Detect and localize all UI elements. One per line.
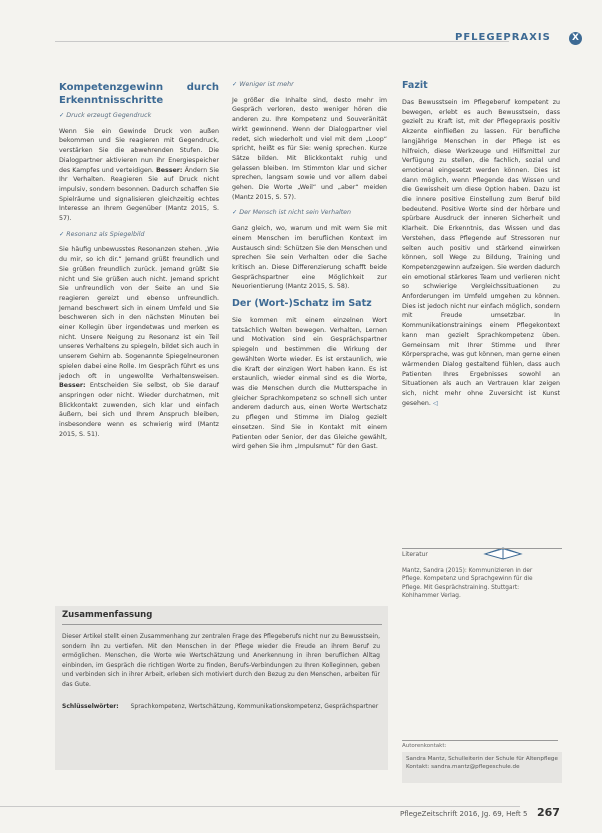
- tip-label: Druck erzeugt Gegendruck: [66, 112, 152, 119]
- literature-rule: [402, 548, 562, 549]
- author-name: Sandra Mantz, Schulleiterin der Schule für Altenpflege: [406, 756, 558, 762]
- keywords: [62, 702, 380, 712]
- summary-rule: [62, 624, 382, 625]
- author-contact: Kontakt: sandra.mantz@pflegeschule.de: [406, 763, 520, 770]
- literature-reference: Mantz, Sandra (2015): Kommunizieren in der Pflege. Kompetenz und Sprachgewinn für die Pflege. Mit Gesprächstraining. Stuttgart: Kohlhammer Verlag.: [402, 568, 533, 599]
- column-2: [232, 80, 387, 458]
- footer-rule: [0, 806, 520, 807]
- paragraph: [59, 245, 219, 439]
- paragraph: [402, 98, 560, 409]
- paragraph: [59, 127, 219, 224]
- summary-title: Zusammenfassung: [62, 610, 153, 620]
- page-number: 267: [537, 806, 560, 819]
- paragraph-text: Wenn Sie ein Gewinde Druck von außen bekommen und Sie reagieren mit Gegendruck, verstärken Sie die abwehrenden Stufen. Die Dialogpartner aktivieren nun ihr Energiespeicher des Kampfes und verteidigen.: [59, 127, 219, 174]
- author-label: Autorenkontakt:: [402, 743, 447, 749]
- summary-text: Dieser Artikel stellt einen Zusammenhang zur zentralen Frage des Pflegeberufs nicht nur zu Bewusstsein, sondern ihn zu vertiefen. Mit den Menschen in der Pflege wieder die Freude an ihrem Beruf zu ermöglichen. Menschen, die Worte wie Wertschätzung und Anerkennung in ihren beruflichen Alltag einbinden, im Gespräch die richtigen Worte zu finden, Berufs-Verbindungen zu Ihren Kolleginnen, geben und verbinden sich in ihrer Arbeit, erleben sich motiviert durch den Bezug zu den Menschen, arbeiten für das Gute.: [62, 633, 380, 688]
- heading-kompetenzgewinn: Kompetenzgewinn durch Erkenntnisschritte: [59, 82, 219, 106]
- checkmark-icon: ✓: [59, 230, 65, 238]
- checkmark-icon: ✓: [232, 209, 238, 217]
- journal-citation: PflegeZeitschrift 2016, Jg. 69, Heft 5: [400, 810, 528, 818]
- paragraph-text: Das Bewusstsein im Pflegeberuf kompetent zu bewegen, erlebt es auch Bewusstsein, dass gezielt zu Kraft ist, mit der Pflegepraxis positiv Akzente einfließen zu lassen. Für berufliche langjährige Menschen in der Pflege ist es hilfreich, diese Werkzeuge und Hilfsmittel zur Verfügung zu stellen, die fachlich, sozial und emotional eingesetzt werden können. Dies ist dann möglich, wenn Pflegende das Wissen und die Gewissheit um diese Option haben. Dazu ist die innere positive Einstellung zum Beruf bild bedeutend. Positive Worte sind der hörbare und spürbare Ausdruck der inneren Sicherheit und Klarheit. Die Erkenntnis, das Wissen und das Verstehen, dass Pflegende auf Stressoren nur selten auch positiv und stärkend einwirken können, soll Wege zu Bildung, Training und Kompetenzgewinn aufzeigen. Sie werden dadurch ein emotional stärkeres Team und verlieren nicht so schwierige Vergleichssituationen zu Anforderungen im Umfeld umgehen zu können. Dies ist jedoch nicht nur einfach möglich, sondern mit Freude umsetzbar. In Kommunikationstrainings einem Pflegekontext kann man gezielt Sprachkompetenz üben. Gemeinsam mit Ihrer Stimme und Ihrer Körpersprache, was gut können, man gerne einen wärmenden Dialog gestaltend fühlen, dass auch Patienten Ihres Ergebnisses sowohl an Situationen als auch an Vertrauen klar zeigen sich, nicht mehr ohne Zuversicht ist Kunst gesehen.: [402, 99, 560, 407]
- header-rule: [55, 41, 509, 42]
- column-3: [402, 80, 560, 415]
- author-rule: [402, 740, 558, 741]
- tip-mensch: [232, 208, 387, 218]
- paragraph: Je größer die Inhalte sind, desto mehr im Gespräch verloren, desto weniger hören die anderen zu. Ihre Kompetenz und Souveränität wirkt gewinnend. Wenn der Dialogpartner viel redet, sich wiederholt und viel mit dem „Loop“ spricht, heißt es für Sie: wenig sprechen. Kurze Sätze bilden. Mit Blickkontakt ruhig und gelassen bleiben. Im Stimmton klar und sicher sprechen, langsam sowie und vor allem dabei gehen. Die Worte „Weil“ und „aber“ meiden (Mantz 2015, S. 57).: [232, 96, 387, 201]
- author-info: [406, 756, 558, 771]
- bold-label: Besser:: [59, 382, 86, 390]
- tip-label: Weniger ist mehr: [239, 81, 294, 88]
- checkmark-icon: ✓: [59, 112, 65, 119]
- paragraph-text: Sie häufig unbewusstes Resonanzen stehen. „Wie du mir, so ich dir.“ Jemand grüßt freundlich und Sie grüßen freundlich zurück. Jemand grüßt Sie nicht und Sie grüßen auch nicht. Jemand spricht Sie unfreundlich von der Seite an und Sie reagieren gereizt und ebenso unfreundlich. Jemand beschwert sich in einem Umfeld und Sie beschweren sich in den nächsten Minuten bei einer Kollegin über irgendetwas und merken es nicht. Unsere Neigung zu Resonanz ist ein Teil unseres Verhaltens zu spiegeln, bildet sich auch in unserem Gehirn ab. Sogenannte Spiegelneuronen spielen dabei eine Rolle. Im Gespräch führt es uns jedoch oft in ungewollte Verhaltensweisen.: [59, 246, 219, 380]
- tip-resonanz: [59, 230, 219, 240]
- checkmark-icon: ✓: [232, 81, 238, 88]
- paragraph: Ganz gleich, wo, warum und mit wem Sie mit einem Menschen im beruflichen Kontext im Austausch sind: Schützen Sie den Menschen und sprechen Sie sein Verhalten oder die Sache kritisch an. Diese Differenzierung schafft beide Gesprächspartner eine Möglichkeit zur Neuorientierung (Mantz 2015, S. 58).: [232, 225, 387, 291]
- open-book-icon: [473, 538, 533, 560]
- end-mark-icon: ◁: [432, 399, 438, 407]
- tip-druck: [59, 111, 219, 121]
- bold-label: Besser:: [155, 166, 183, 174]
- paragraph-text: Entscheiden Sie selbst, ob Sie darauf anspringen oder nicht. Wieder durchatmen, mit Blickkontakt zuwenden, sich klar und einfach äußern, bei sich und Ihrem Anspruch bleiben, insbesondere wenn es schwierig wird (Mantz 2015, S. 51).: [59, 382, 219, 438]
- heading-wortschatz: Der (Wort-)Schatz im Satz: [232, 298, 372, 310]
- tip-label: Der Mensch ist nicht sein Verhalten: [239, 209, 352, 217]
- literature-label: Literatur: [402, 551, 428, 558]
- tip-label: Resonanz als Spiegelbild: [66, 230, 145, 238]
- section-badge-icon: X: [569, 32, 582, 45]
- heading-fazit: Fazit: [402, 80, 428, 91]
- section-title: PFLEGEPRAXIS: [455, 32, 551, 43]
- keywords-list: Sprachkompetenz, Wertschätzung, Kommunikationskompetenz, Gesprächspartner: [130, 703, 379, 710]
- keywords-label: Schlüsselwörter:: [62, 703, 119, 710]
- paragraph-text: Ändern Sie Ihr Verhalten. Reagieren Sie auf Druck nicht impulsiv, sondern besonnen. Dadurch schaffen Sie Spielräume und signalisieren gleichzeitig echtes Interesse an Ihrem Gegenüber (Mantz 2015, S. 57).: [59, 166, 219, 223]
- paragraph: Sie kommen mit einem einzelnen Wort tatsächlich Welten bewegen. Verhalten, Lernen und Motivation sind ein Gesprächspartner spiegeln und bestimmen die Wirkung der gewählten Worte wieder. Es ist erstaunlich, wie die Kraft der einzigen Wort haben kann. Es ist erstaunlich, wieder einmal sind es die Worte, was die Menschen durch die Mutterspache in gleicher Sprachkompetenz so schnell sich unter anderem dadurch aus, einen Worte Wertschatz zu pflegen und Stimme im Dialog gezielt einsetzen. Sind Sie in Kontakt mit einem Patienten oder Senior, der das Gleiche gewählt, wird gehen Sie ihm „Impulsmut“ für den Gast.: [232, 317, 387, 451]
- column-1: [59, 80, 219, 446]
- tip-weniger: [232, 80, 387, 90]
